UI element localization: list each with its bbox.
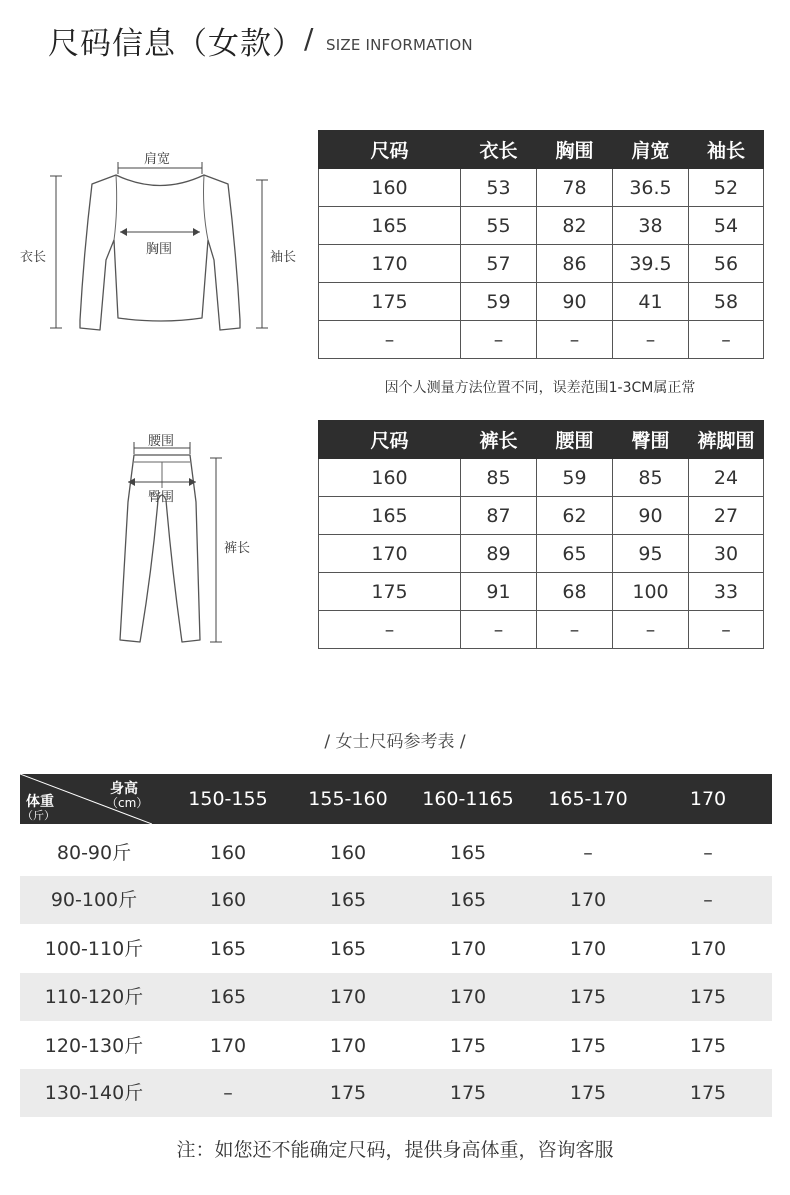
table-row xyxy=(319,321,764,359)
table-cell: 58 xyxy=(689,283,764,321)
table-cell: 95 xyxy=(613,535,689,573)
chest-label: 胸围 xyxy=(146,242,173,257)
table-row xyxy=(319,283,764,321)
size-cell: 165 xyxy=(329,938,367,960)
size-cell: 170 xyxy=(329,1035,367,1057)
table-cell: 38 xyxy=(613,207,689,245)
size-cell: 160 xyxy=(329,842,367,864)
corner-weight-label: 体重 xyxy=(26,794,54,810)
table-cell: – xyxy=(319,611,461,649)
table-cell: 85 xyxy=(613,459,689,497)
table-row xyxy=(319,207,764,245)
height-column-header: 150-155 xyxy=(188,788,268,810)
column-header: 尺码 xyxy=(319,421,461,459)
table-cell: 56 xyxy=(689,245,764,283)
table-cell: 175 xyxy=(319,283,461,321)
column-header: 肩宽 xyxy=(613,131,689,169)
column-header: 裤长 xyxy=(461,421,537,459)
weight-label: 120-130斤 xyxy=(44,1035,144,1057)
weight-label: 100-110斤 xyxy=(44,938,144,960)
body-length-label: 衣长 xyxy=(20,250,47,265)
weight-label: 130-140斤 xyxy=(44,1082,144,1104)
table-cell: 52 xyxy=(689,169,764,207)
table-cell: 59 xyxy=(537,459,613,497)
size-cell: 175 xyxy=(449,1082,487,1104)
size-cell: 170 xyxy=(209,1035,247,1057)
table-cell: 85 xyxy=(461,459,537,497)
table-cell: 100 xyxy=(613,573,689,611)
table-row xyxy=(319,535,764,573)
bottom-size-table xyxy=(318,420,764,649)
sleeve-length-label: 袖长 xyxy=(270,250,297,265)
table-cell: 165 xyxy=(319,497,461,535)
weight-label: 90-100斤 xyxy=(50,889,138,911)
table-cell: – xyxy=(689,611,764,649)
table-cell: – xyxy=(689,321,764,359)
table-cell: 82 xyxy=(537,207,613,245)
table-row xyxy=(319,169,764,207)
height-column-header: 155-160 xyxy=(308,788,388,810)
size-cell: 165 xyxy=(209,986,247,1008)
corner-height-label: 身高 xyxy=(110,781,138,797)
size-cell: 170 xyxy=(569,889,607,911)
table-cell: – xyxy=(461,611,537,649)
size-cell: 165 xyxy=(449,842,487,864)
measurement-note: 因个人测量方法位置不同，误差范围1-3CM属正常 xyxy=(384,380,696,396)
table-cell: 54 xyxy=(689,207,764,245)
table-cell: 55 xyxy=(461,207,537,245)
shoulder-width-label: 肩宽 xyxy=(144,152,171,167)
table-cell: – xyxy=(319,321,461,359)
column-header: 尺码 xyxy=(319,131,461,169)
reference-row xyxy=(20,973,772,1021)
table-cell: 165 xyxy=(319,207,461,245)
table-row xyxy=(319,573,764,611)
table-cell: 78 xyxy=(537,169,613,207)
weight-label: 110-120斤 xyxy=(44,986,144,1008)
column-header: 袖长 xyxy=(689,131,764,169)
size-cell: – xyxy=(703,842,713,864)
column-header: 臀围 xyxy=(613,421,689,459)
size-cell: 175 xyxy=(329,1082,367,1104)
page-title: 尺码信息（女款） xyxy=(48,26,304,62)
column-header: 腰围 xyxy=(537,421,613,459)
table-cell: 33 xyxy=(689,573,764,611)
table-cell: 53 xyxy=(461,169,537,207)
height-column-header: 165-170 xyxy=(548,788,628,810)
size-cell: 170 xyxy=(689,938,727,960)
table-cell: 62 xyxy=(537,497,613,535)
size-cell: 165 xyxy=(449,889,487,911)
pants-diagram xyxy=(0,420,310,655)
weight-label: 80-90斤 xyxy=(56,842,132,864)
reference-row xyxy=(20,1069,772,1117)
column-header: 胸围 xyxy=(537,131,613,169)
reference-row xyxy=(20,1022,772,1070)
column-header: 裤脚围 xyxy=(689,421,764,459)
table-cell: 65 xyxy=(537,535,613,573)
size-cell: 175 xyxy=(689,1082,727,1104)
size-cell: 175 xyxy=(689,1035,727,1057)
table-cell: 68 xyxy=(537,573,613,611)
size-cell: 160 xyxy=(209,889,247,911)
column-header: 衣长 xyxy=(461,131,537,169)
size-cell: 175 xyxy=(569,1082,607,1104)
table-cell: 39.5 xyxy=(613,245,689,283)
size-cell: 175 xyxy=(689,986,727,1008)
size-cell: 170 xyxy=(569,938,607,960)
table-row xyxy=(319,459,764,497)
pants-length-label: 裤长 xyxy=(224,541,251,556)
table-cell: 57 xyxy=(461,245,537,283)
table-cell: 91 xyxy=(461,573,537,611)
size-cell: 170 xyxy=(329,986,367,1008)
size-cell: 160 xyxy=(209,842,247,864)
table-cell: 86 xyxy=(537,245,613,283)
table-cell: 175 xyxy=(319,573,461,611)
table-cell: 89 xyxy=(461,535,537,573)
table-cell: 27 xyxy=(689,497,764,535)
waist-label: 腰围 xyxy=(148,434,175,449)
reference-row xyxy=(20,925,772,973)
top-size-table xyxy=(318,130,764,359)
table-header-row xyxy=(319,131,764,169)
reference-row xyxy=(20,829,772,877)
table-cell: 170 xyxy=(319,535,461,573)
size-cell: 175 xyxy=(569,1035,607,1057)
size-cell: 165 xyxy=(209,938,247,960)
table-cell: 160 xyxy=(319,459,461,497)
table-cell: 87 xyxy=(461,497,537,535)
size-cell: 175 xyxy=(569,986,607,1008)
table-cell: 36.5 xyxy=(613,169,689,207)
height-column-header: 170 xyxy=(689,788,727,810)
page-subtitle: SIZE INFORMATION xyxy=(326,36,473,54)
table-cell: 90 xyxy=(537,283,613,321)
size-cell: – xyxy=(703,889,713,911)
table-cell: – xyxy=(537,611,613,649)
table-cell: 170 xyxy=(319,245,461,283)
table-row xyxy=(319,497,764,535)
corner-height-unit: （cm） xyxy=(106,796,149,810)
hip-label: 臀围 xyxy=(148,490,175,505)
footer-note: 注：如您还不能确定尺码，提供身高体重，咨询客服 xyxy=(176,1139,614,1161)
table-header-row xyxy=(319,421,764,459)
table-cell: 30 xyxy=(689,535,764,573)
table-cell: – xyxy=(613,611,689,649)
reference-title: / 女士尺码参考表 / xyxy=(324,732,466,752)
size-cell: 175 xyxy=(449,1035,487,1057)
table-cell: 59 xyxy=(461,283,537,321)
table-cell: – xyxy=(613,321,689,359)
size-cell: 170 xyxy=(449,938,487,960)
size-cell: – xyxy=(223,1082,233,1104)
size-cell: 170 xyxy=(449,986,487,1008)
table-cell: – xyxy=(461,321,537,359)
table-cell: 160 xyxy=(319,169,461,207)
table-cell: 41 xyxy=(613,283,689,321)
size-cell: – xyxy=(583,842,593,864)
table-cell: 24 xyxy=(689,459,764,497)
title-separator: / xyxy=(304,22,314,55)
size-cell: 165 xyxy=(329,889,367,911)
reference-row xyxy=(20,876,772,924)
reference-header xyxy=(20,774,772,824)
table-row xyxy=(319,611,764,649)
table-cell: 90 xyxy=(613,497,689,535)
corner-weight-unit: （斤） xyxy=(22,809,55,822)
table-cell: – xyxy=(537,321,613,359)
table-row xyxy=(319,245,764,283)
height-column-header: 160-1165 xyxy=(422,788,514,810)
